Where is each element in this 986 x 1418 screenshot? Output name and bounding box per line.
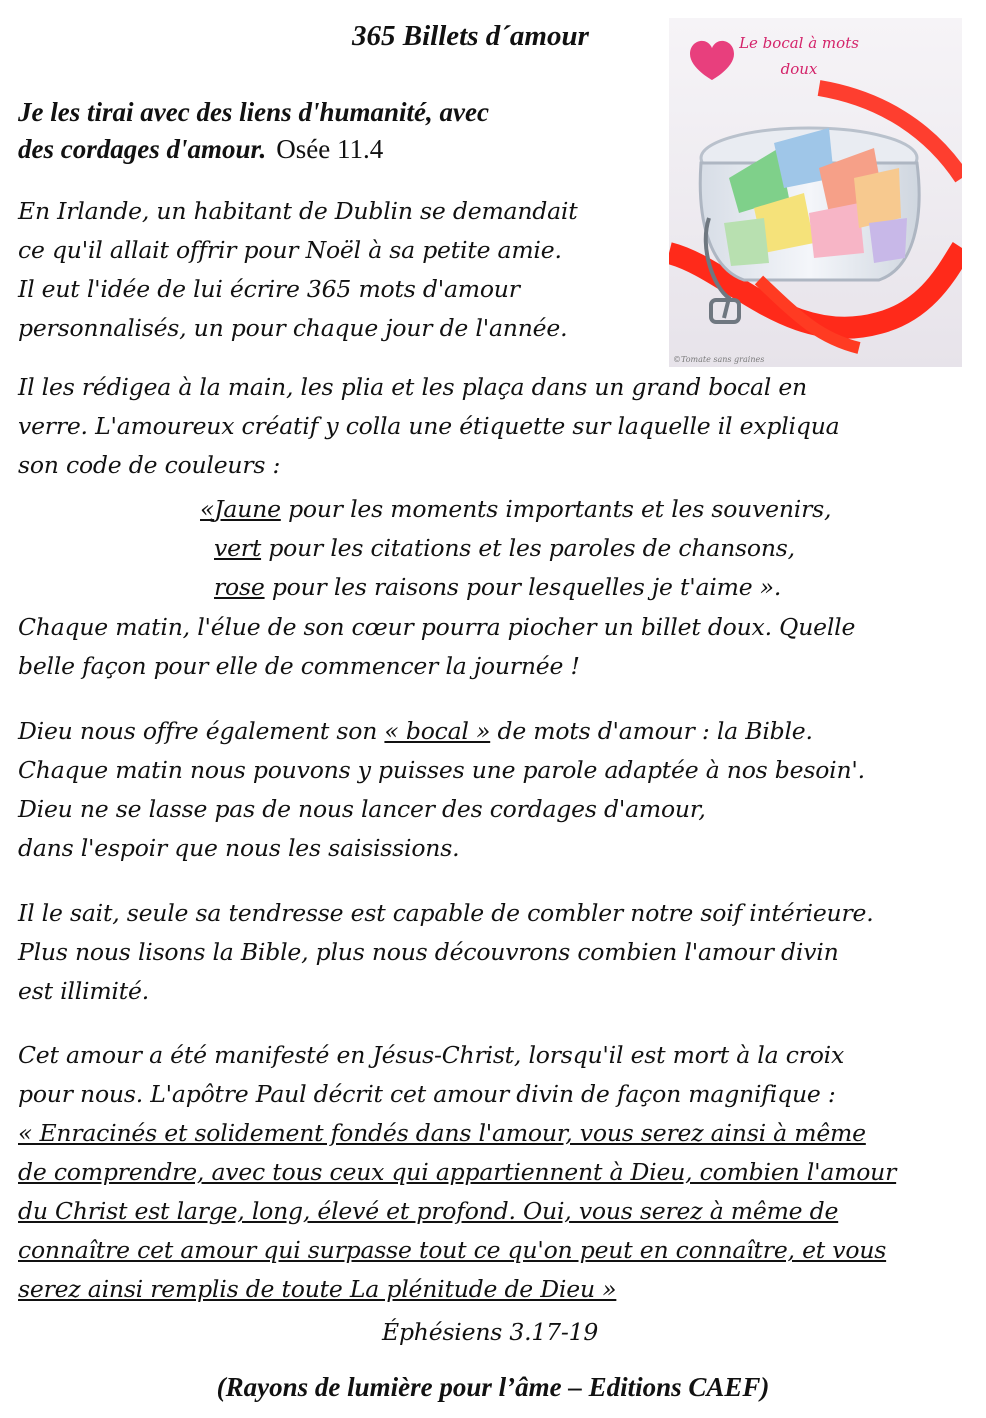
verse-line: Je les tirai avec des liens d'humanité, avec: [18, 97, 489, 127]
paragraph-1: [18, 192, 577, 348]
text-line: est illimité.: [18, 977, 149, 1005]
text-line: Il le sait, seule sa tendresse est capable de combler notre soif intérieure.: [18, 899, 874, 927]
photo-label: Le bocal à mots doux: [739, 34, 859, 78]
text-line: Dieu nous offre également son: [18, 717, 385, 745]
quote-text: pour les raisons pour lesquelles je t'aime ».: [264, 573, 782, 601]
text-line: belle façon pour elle de commencer la journée !: [18, 652, 580, 680]
text-line: pour nous. L'apôtre Paul décrit cet amour divin de façon magnifique :: [18, 1080, 836, 1108]
text-line: ce qu'il allait offrir pour Noël à sa petite amie.: [18, 236, 562, 264]
paragraph-5: [18, 894, 874, 1011]
text-line: Plus nous lisons la Bible, plus nous découvrons combien l'amour divin: [18, 938, 839, 966]
text-line: de mots d'amour : la Bible.: [490, 717, 813, 745]
color-green: vert: [214, 534, 262, 562]
paragraph-4: [18, 712, 865, 868]
bible-verse: [18, 94, 658, 168]
paragraph-6: [18, 1036, 896, 1309]
text-line: dans l'espoir que nous les saisissions.: [18, 834, 460, 862]
bocal-quote: « bocal »: [384, 717, 491, 745]
text-line: En Irlande, un habitant de Dublin se demandait: [18, 197, 578, 225]
text-line: Cet amour a été manifesté en Jésus-Christ, lorsqu'il est mort à la croix: [18, 1041, 845, 1069]
color-yellow: Jaune: [214, 495, 281, 523]
ephesians-quote-line: connaître cet amour qui surpasse tout ce qu'on peut en connaître, et vous: [18, 1236, 887, 1264]
quote-text: pour les moments importants et les souvenirs,: [280, 495, 832, 523]
verse-reference: Osée 11.4: [276, 134, 384, 164]
jar-photo: [669, 18, 962, 367]
color-code-quote: [0, 490, 832, 607]
verse-line: des cordages d'amour.: [18, 134, 267, 164]
text-line: Dieu ne se lasse pas de nous lancer des cordages d'amour,: [18, 795, 706, 823]
ephesians-quote-line: serez ainsi remplis de toute La plénitude de Dieu »: [18, 1275, 617, 1303]
text-line: Chaque matin nous pouvons y puisses une parole adaptée à nos besoin'.: [18, 756, 865, 784]
page-title: 365 Billets d´amour: [352, 20, 589, 52]
ephesians-reference: Éphésiens 3.17-19: [382, 1318, 599, 1346]
color-pink: rose: [214, 573, 265, 601]
text-line: verre. L'amoureux créatif y colla une étiquette sur laquelle il expliqua: [18, 412, 840, 440]
text-line: personnalisés, un pour chaque jour de l'année.: [18, 314, 568, 342]
text-line: Chaque matin, l'élue de son cœur pourra piocher un billet doux. Quelle: [18, 613, 856, 641]
source-credit: (Rayons de lumière pour l’âme – Editions CAEF): [216, 1372, 770, 1402]
ephesians-quote-line: de comprendre, avec tous ceux qui appartiennent à Dieu, combien l'amour: [18, 1158, 897, 1186]
ephesians-quote-line: « Enracinés et solidement fondés dans l'amour, vous serez ainsi à même: [18, 1119, 866, 1147]
text-line: Il les rédigea à la main, les plia et les plaça dans un grand bocal en: [18, 373, 807, 401]
ephesians-quote-line: du Christ est large, long, élevé et profond. Oui, vous serez à même de: [18, 1197, 839, 1225]
quote-text: pour les citations et les paroles de chansons,: [261, 534, 795, 562]
paragraph-3: [18, 608, 855, 686]
photo-credit: ©Tomate sans graines: [673, 355, 765, 364]
quote-open: «: [200, 495, 215, 523]
text-line: son code de couleurs :: [18, 451, 281, 479]
paragraph-2: [18, 368, 839, 485]
text-line: Il eut l'idée de lui écrire 365 mots d'amour: [18, 275, 520, 303]
